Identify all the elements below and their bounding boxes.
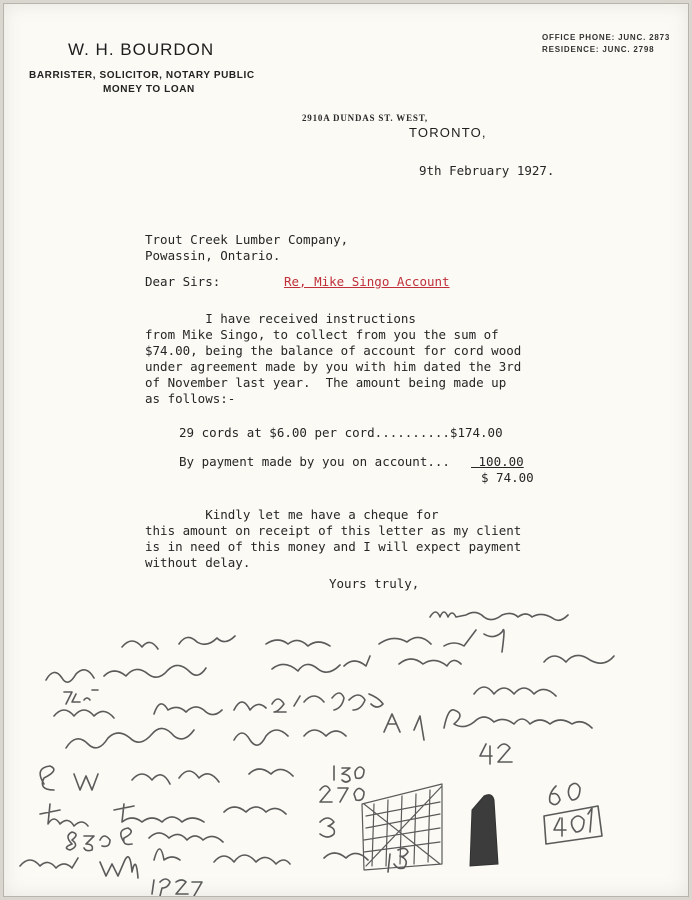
letterhead-name: W. H. BOURDON xyxy=(68,40,215,59)
body-line: under agreement made by you with him dated the 3rd xyxy=(145,359,522,374)
note-stroke xyxy=(152,879,202,896)
note-stroke xyxy=(20,848,408,878)
note-stroke xyxy=(46,655,614,682)
shaded-sketch xyxy=(470,795,498,866)
note-stroke xyxy=(334,766,364,782)
recipient-line-1: Trout Creek Lumber Company, xyxy=(145,232,349,247)
letter-page xyxy=(3,3,689,897)
letter-date: 9th February 1927. xyxy=(419,163,555,178)
office-phone: OFFICE PHONE: JUNC. 2873 xyxy=(542,33,671,42)
account-item-2-amount: 100.00 xyxy=(471,454,524,469)
office-city: TORONTO, xyxy=(409,125,487,140)
note-stroke xyxy=(64,690,98,704)
note-stroke xyxy=(550,783,580,804)
signature-scrawl xyxy=(430,612,568,620)
body-line: I have received instructions xyxy=(145,311,416,326)
note-stroke xyxy=(122,630,504,653)
note-stroke xyxy=(320,818,334,837)
note-stroke xyxy=(480,744,512,764)
body-line: of November last year. The amount being made up xyxy=(145,375,507,390)
note-stroke xyxy=(54,687,556,718)
closing: Yours truly, xyxy=(329,576,420,591)
recipient-line-2: Powassin, Ontario. xyxy=(145,248,281,263)
note-stroke xyxy=(40,766,293,790)
note-stroke xyxy=(66,710,592,748)
subject-line: Re, Mike Singo Account xyxy=(284,274,450,289)
salutation: Dear Sirs: xyxy=(145,274,221,289)
body-line: without delay. xyxy=(145,555,251,570)
account-total: $ 74.00 xyxy=(481,470,534,485)
account-item-1: 29 cords at $6.00 per cord..........$174.00 xyxy=(179,425,503,440)
body-line: Kindly let me have a cheque for xyxy=(145,507,439,522)
note-stroke xyxy=(66,828,223,851)
letterhead-profession: BARRISTER, SOLICITOR, NOTARY PUBLIC xyxy=(29,70,255,81)
note-stroke xyxy=(320,786,364,802)
office-address: 2910A DUNDAS ST. WEST, xyxy=(302,113,428,123)
body-line: from Mike Singo, to collect from you the sum of xyxy=(145,327,499,342)
body-line: $74.00, being the balance of account for cord wood xyxy=(145,343,522,358)
body-line: this amount on receipt of this letter as my client xyxy=(145,523,522,538)
handwritten-note-artwork xyxy=(4,4,688,896)
body-line: as follows:- xyxy=(145,391,236,406)
account-item-2-label: By payment made by you on account... xyxy=(179,454,450,469)
note-stroke xyxy=(40,804,286,826)
boxed-number xyxy=(544,806,602,844)
body-line: is in need of this money and I will expect payment xyxy=(145,539,522,554)
letterhead-service: MONEY TO LOAN xyxy=(103,84,195,95)
residence-phone: RESIDENCE: JUNC. 2798 xyxy=(542,45,655,54)
